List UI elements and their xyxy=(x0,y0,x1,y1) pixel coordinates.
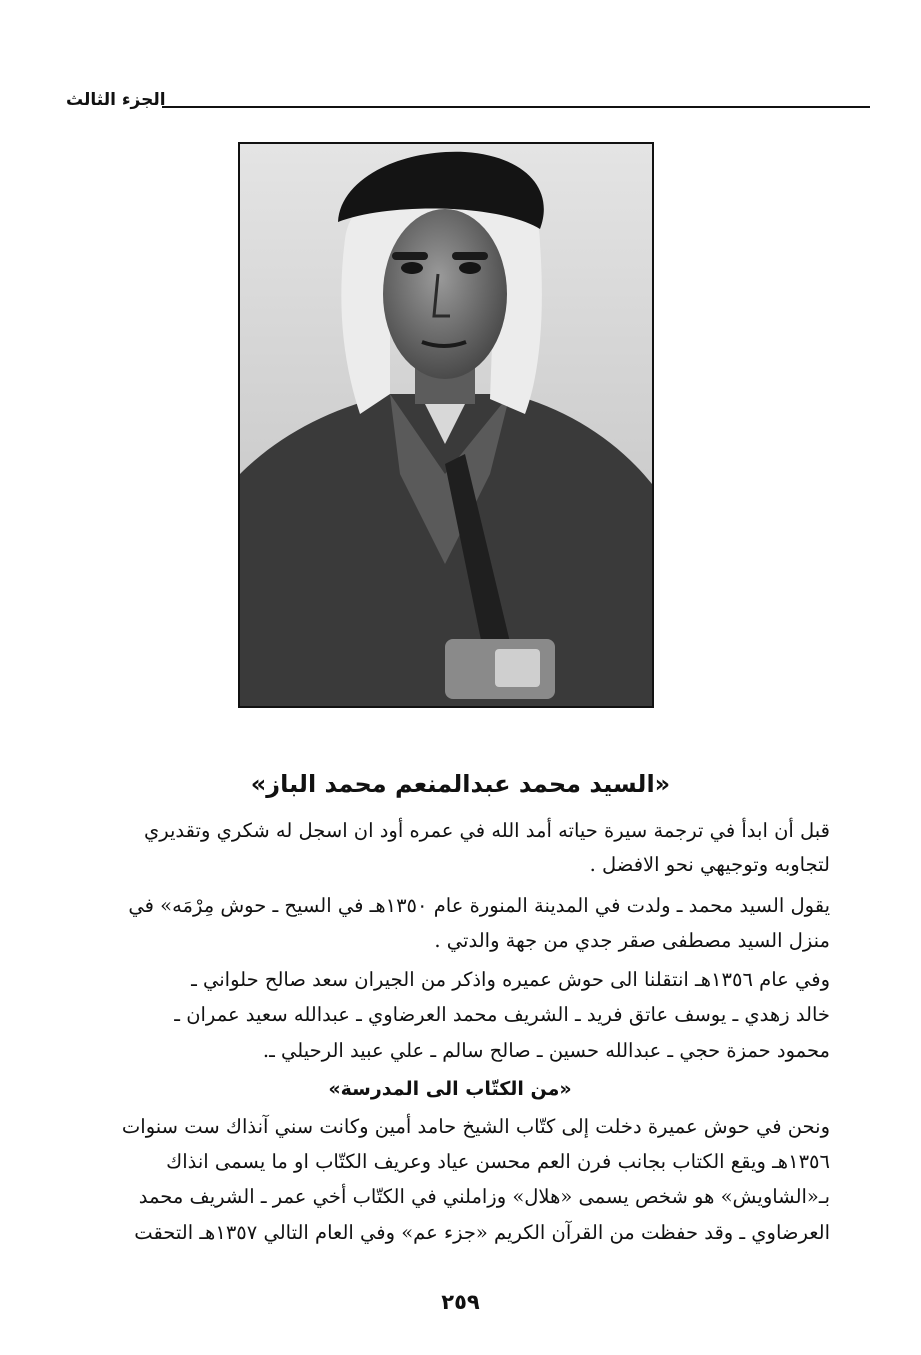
body-line: خالد زهدي ـ يوسف عاتق فريد ـ الشريف محمد العرضاوي ـ عبدالله سعيد عمران ـ xyxy=(174,1003,830,1026)
body-line: قبل أن ابدأ في ترجمة سيرة حياته أمد الله في عمره أود ان اسجل له شكري وتقديري xyxy=(143,819,830,842)
section-title: «السيد محمد عبدالمنعم محمد الباز» xyxy=(250,770,671,798)
page-number: ٢٥٩ xyxy=(441,1290,480,1314)
body-line: يقول السيد محمد ـ ولدت في المدينة المنورة عام ١٣٥٠هـ في السيح ـ حوش مِرْمَه» في xyxy=(128,894,830,917)
body-line: العرضاوي ـ وقد حفظت من القرآن الكريم «جزء عم» وفي العام التالي ١٣٥٧هـ التحقت xyxy=(134,1221,830,1244)
body-line: وفي عام ١٣٥٦هـ انتقلنا الى حوش عميره واذكر من الجيران سعد صالح حلواني ـ xyxy=(191,968,830,991)
body-line: لتجاوبه وتوجيهي نحو الافضل . xyxy=(589,853,830,876)
body-line: محمود حمزة حجي ـ عبدالله حسين ـ صالح سالم ـ علي عبيد الرحيلي ـ. xyxy=(262,1039,830,1062)
portrait-photo-icon xyxy=(240,144,652,706)
running-header-title: الجزء الثالث xyxy=(66,90,166,110)
body-line: ونحن في حوش عميرة دخلت إلى كتّاب الشيخ حامد أمين وكانت سني آنذاك ست سنوات xyxy=(121,1115,830,1138)
body-line: ١٣٥٦هـ ويقع الكتاب بجانب فرن العم محسن عياد وعريف الكتّاب او ما يسمى انذاك xyxy=(166,1150,830,1173)
body-line: منزل السيد مصطفى صقر جدي من جهة والدتي . xyxy=(434,929,830,952)
header-rule xyxy=(162,106,870,108)
body-line: بـ«الشاويش» هو شخص يسمى «هلال» وزاملني في الكتّاب أخي عمر ـ الشريف محمد xyxy=(138,1185,830,1208)
subsection-heading: «من الكتّاب الى المدرسة» xyxy=(328,1078,572,1100)
portrait-photo xyxy=(238,142,654,708)
